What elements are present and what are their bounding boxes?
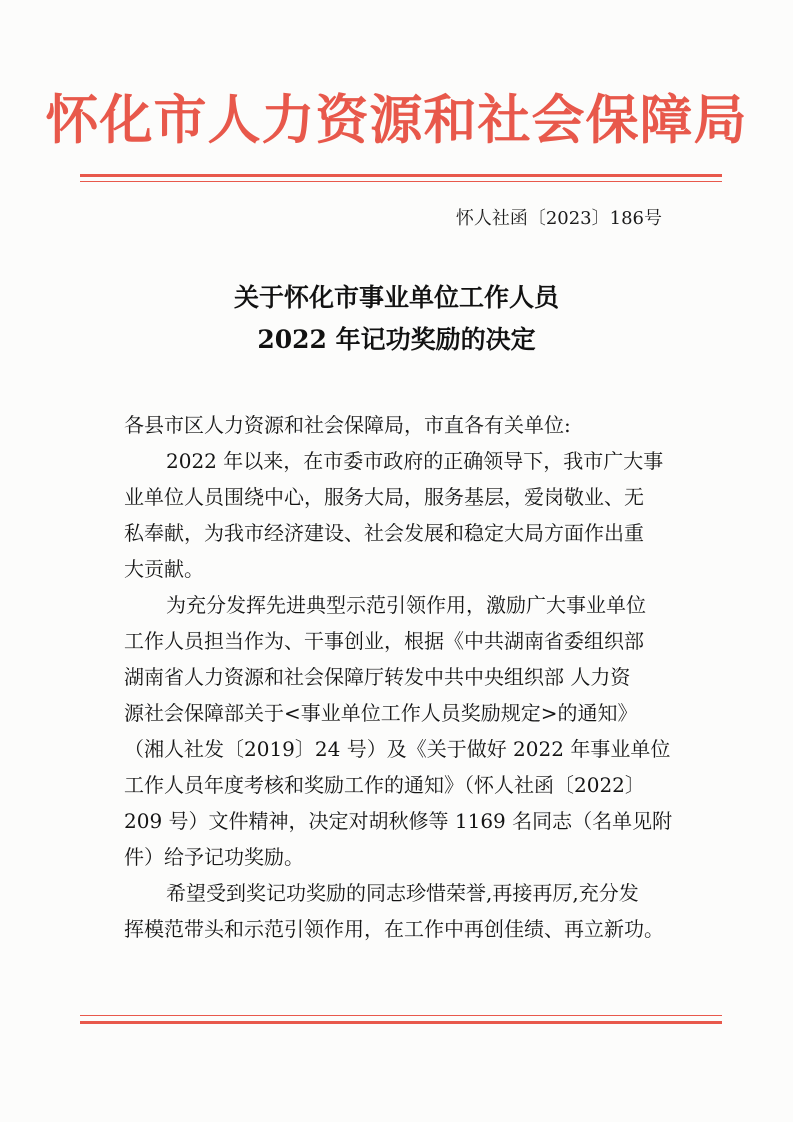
paragraph-2-line: 湖南省人力资源和社会保障厅转发中共中央组织部 人力资 xyxy=(124,665,631,689)
paragraph-2-line: 源社会保障部关于<事业单位工作人员奖励规定>的通知》 xyxy=(124,701,638,725)
masthead-rule-thin xyxy=(80,181,722,182)
masthead-rule-thick xyxy=(80,174,722,177)
paragraph-2-line: 209 号）文件精神，决定对胡秋修等 1169 名同志（名单见附 xyxy=(124,809,673,833)
document-title-line-2: 2022 年记功奖励的决定 xyxy=(257,325,536,354)
agency-masthead: 怀化市人力资源和社会保障局 xyxy=(45,89,748,151)
document-number: 怀人社函〔2023〕186号 xyxy=(455,208,662,229)
footer-rule-thick xyxy=(80,1021,722,1024)
paragraph-3-line: 挥模范带头和示范引领作用，在工作中再创佳绩、再立新功。 xyxy=(124,917,664,941)
footer-rule-thin xyxy=(80,1015,722,1016)
document-body xyxy=(124,407,684,947)
paragraph-2-line: （湘人社发〔2019〕24 号）及《关于做好 2022 年事业单位 xyxy=(124,737,671,761)
salutation: 各县市区人力资源和社会保障局，市直各有关单位: xyxy=(124,413,571,437)
paragraph-1-line: 大贡献。 xyxy=(124,557,204,581)
paragraph-2-line: 为充分发挥先进典型示范引领作用，激励广大事业单位 xyxy=(166,593,646,617)
paragraph-1-line: 业单位人员围绕中心，服务大局，服务基层，爱岗敬业、无 xyxy=(124,485,644,509)
paragraph-2-line: 工作人员担当作为、干事创业，根据《中共湖南省委组织部 xyxy=(124,629,644,653)
paragraph-1-line: 2022 年以来，在市委市政府的正确领导下，我市广大事 xyxy=(166,449,664,473)
document-title-line-1: 关于怀化市事业单位工作人员 xyxy=(233,283,559,312)
paragraph-3-line: 希望受到奖记功奖励的同志珍惜荣誉,再接再厉,充分发 xyxy=(166,881,639,905)
paragraph-2-line: 件）给予记功奖励。 xyxy=(124,845,304,869)
paragraph-1-line: 私奉献，为我市经济建设、社会发展和稳定大局方面作出重 xyxy=(124,521,644,545)
paragraph-2-line: 工作人员年度考核和奖励工作的通知》（怀人社函〔2022〕 xyxy=(124,773,645,797)
